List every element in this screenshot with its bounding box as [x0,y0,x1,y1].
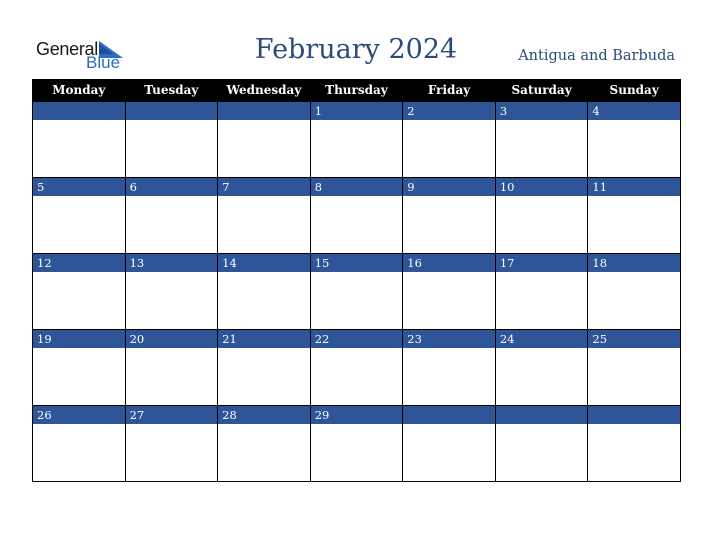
day-number: 17 [496,254,588,272]
day-cell [33,178,126,254]
day-cell [310,254,403,330]
day-cell [125,406,218,482]
day-number: 13 [126,254,218,272]
day-number [218,102,310,120]
day-cell [218,102,311,178]
day-cell [495,406,588,482]
day-cell [33,254,126,330]
day-number: 6 [126,178,218,196]
day-number: 2 [403,102,495,120]
day-number: 15 [311,254,403,272]
weekday-header: Monday [33,79,126,102]
calendar-grid [32,79,681,482]
day-number: 8 [311,178,403,196]
day-number: 9 [403,178,495,196]
day-cell [588,178,681,254]
day-number [588,406,680,424]
weekday-header: Friday [403,79,496,102]
day-cell [33,330,126,406]
day-cell [588,102,681,178]
week-row [33,406,681,482]
day-number [403,406,495,424]
day-cell [403,406,496,482]
day-number: 22 [311,330,403,348]
day-cell [33,102,126,178]
day-cell [495,178,588,254]
week-row [33,254,681,330]
day-number: 4 [588,102,680,120]
week-row [33,330,681,406]
day-cell [403,178,496,254]
day-number: 28 [218,406,310,424]
day-cell [125,178,218,254]
day-cell [588,254,681,330]
day-cell [403,330,496,406]
day-cell [588,406,681,482]
day-number: 11 [588,178,680,196]
week-row [33,102,681,178]
day-number: 5 [33,178,125,196]
day-number [496,406,588,424]
day-cell [310,330,403,406]
day-cell [495,254,588,330]
day-number: 18 [588,254,680,272]
day-cell [495,102,588,178]
day-cell [125,330,218,406]
weekday-header: Thursday [310,79,403,102]
day-number: 29 [311,406,403,424]
country-name: Antigua and Barbuda [518,48,675,64]
weekday-header: Sunday [588,79,681,102]
day-cell [218,330,311,406]
day-cell [495,330,588,406]
day-cell [218,406,311,482]
day-cell [33,406,126,482]
day-number [33,102,125,120]
day-cell [588,330,681,406]
logo-text-blue: Blue [86,53,121,72]
day-cell [125,254,218,330]
day-cell [310,102,403,178]
day-number [126,102,218,120]
day-number: 27 [126,406,218,424]
day-number: 19 [33,330,125,348]
day-number: 7 [218,178,310,196]
day-cell [403,254,496,330]
day-cell [310,178,403,254]
day-cell [218,254,311,330]
day-cell [125,102,218,178]
logo-text-general: General [36,39,98,59]
day-number: 20 [126,330,218,348]
weekday-header: Tuesday [125,79,218,102]
day-number: 1 [311,102,403,120]
day-cell [403,102,496,178]
weekday-header: Wednesday [218,79,311,102]
day-number: 12 [33,254,125,272]
calendar-title: February 2024 [254,34,458,65]
day-cell [310,406,403,482]
day-number: 10 [496,178,588,196]
day-number: 3 [496,102,588,120]
day-number: 14 [218,254,310,272]
day-number: 16 [403,254,495,272]
day-number: 26 [33,406,125,424]
week-row [33,178,681,254]
day-cell [218,178,311,254]
day-number: 24 [496,330,588,348]
day-number: 25 [588,330,680,348]
day-number: 21 [218,330,310,348]
day-number: 23 [403,330,495,348]
weekday-header: Saturday [495,79,588,102]
weekday-header-row [33,79,681,102]
